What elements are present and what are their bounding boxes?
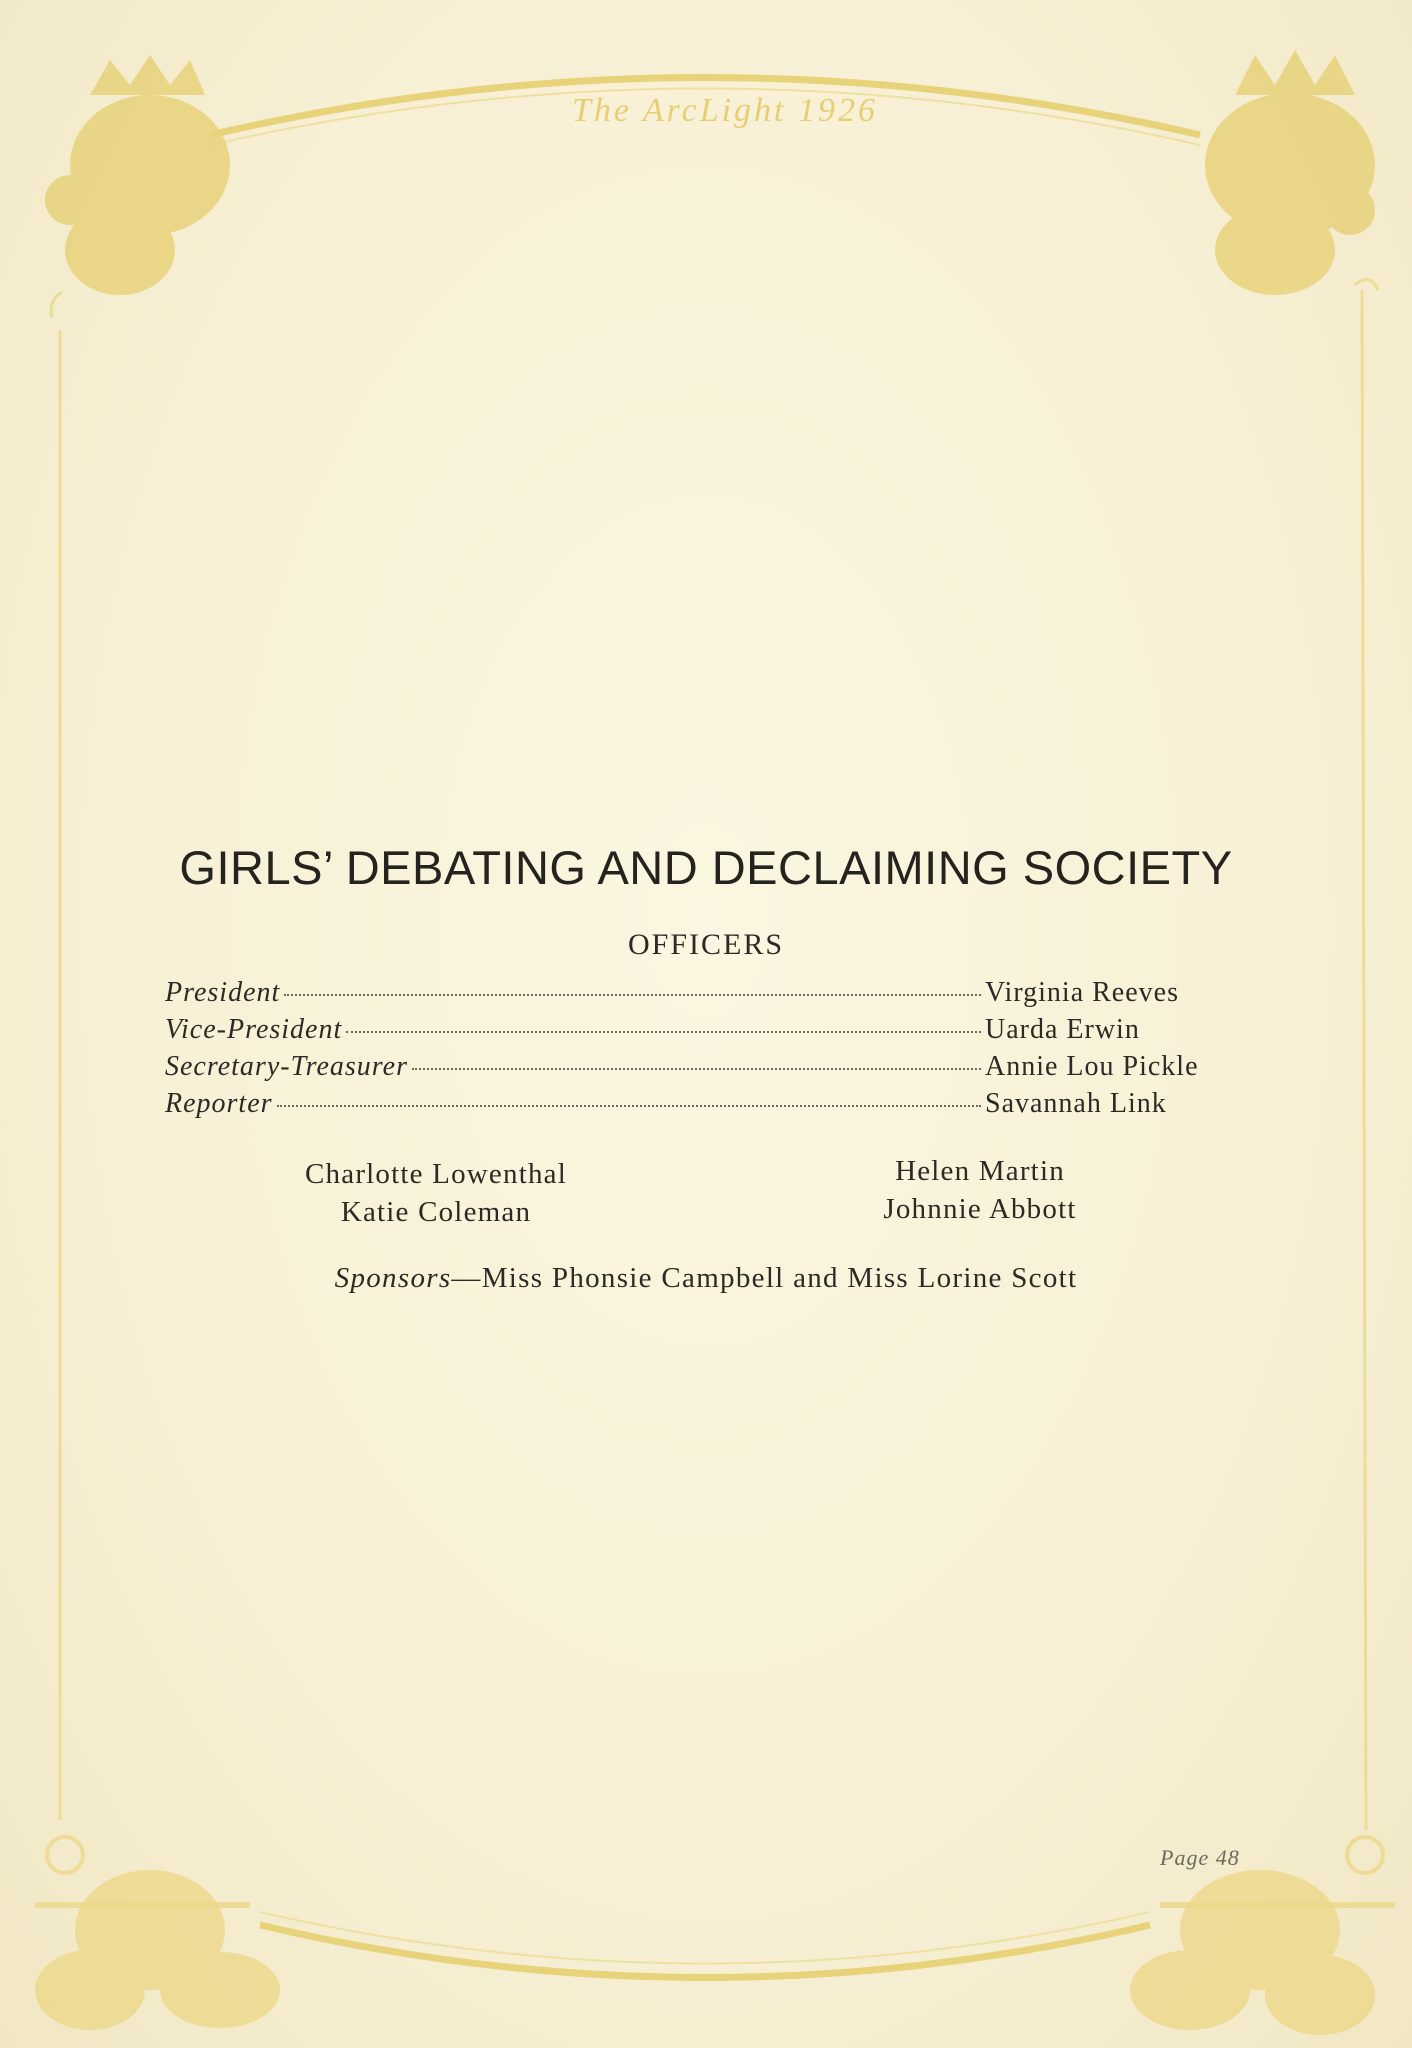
officer-row-president	[165, 977, 1240, 1015]
sponsors-text: —Miss Phonsie Campbell and Miss Lorine Scott	[451, 1262, 1078, 1294]
officer-name: Virginia Reeves	[985, 977, 1179, 1008]
dot-leader	[346, 1031, 981, 1033]
officer-role: Vice-President	[165, 1014, 343, 1045]
officer-row-vice-president	[165, 1014, 1240, 1052]
crown-ornament-top-right	[1205, 50, 1375, 295]
member-name: Johnnie Abbott	[883, 1193, 1077, 1225]
flower-ornament-bottom-left	[35, 1837, 280, 2030]
dot-leader	[284, 994, 981, 996]
officer-name: Annie Lou Pickle	[985, 1051, 1199, 1082]
officer-row-reporter	[165, 1088, 1240, 1126]
officer-name: Uarda Erwin	[985, 1014, 1140, 1045]
dot-leader	[412, 1068, 981, 1070]
officer-role: Reporter	[165, 1088, 273, 1119]
member-name: Katie Coleman	[340, 1196, 532, 1228]
member-name: Helen Martin	[895, 1155, 1065, 1187]
page-title: GIRLS’ DEBATING AND DECLAIMING SOCIETY	[179, 841, 1233, 894]
officer-name: Savannah Link	[985, 1088, 1167, 1119]
page-number: Page 48	[1160, 1845, 1240, 1870]
member-name: Charlotte Lowenthal	[305, 1158, 567, 1190]
officer-row-secretary-treasurer	[165, 1051, 1240, 1089]
dot-leader	[277, 1105, 981, 1107]
running-header: The ArcLight 1926	[571, 92, 879, 129]
crown-ornament-top-left	[45, 55, 230, 295]
sponsors-label: Sponsors	[334, 1262, 452, 1294]
officer-role: President	[165, 977, 281, 1008]
officers-heading: OFFICERS	[627, 928, 785, 961]
officer-role: Secretary-Treasurer	[165, 1051, 408, 1082]
sponsors-line	[160, 1262, 1252, 1295]
